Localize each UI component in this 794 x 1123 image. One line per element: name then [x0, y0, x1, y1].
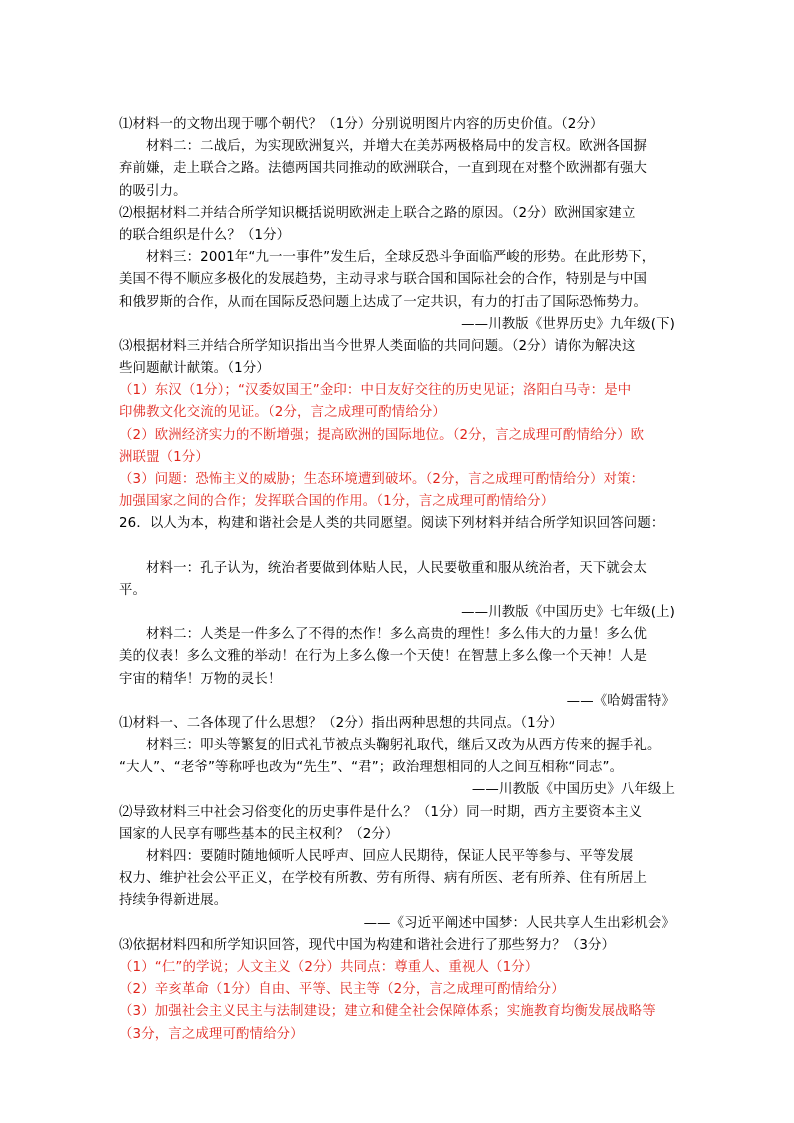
material-n4-line-2: 权力、维护社会公平正义，在学校有所教、劳有所得、病有所医、老有所养、住有所居上 — [119, 871, 648, 887]
question-25-1: ⑴材料一的文物出现于哪个朝代？（1分）分别说明图片内容的历史价值。（2分） — [119, 117, 604, 132]
material-3-source: ——川教版《世界历史》九年级(下) — [461, 316, 675, 332]
material-n1-line-1: 材料一：孔子认为，统治者要做到体贴人民，人民要敬重和服从统治者，天下就会太 — [146, 560, 648, 576]
material-2-line-1: 材料二：二战后，为实现欧洲复兴，并增大在美苏两极格局中的发言权。欧洲各国摒 — [146, 139, 648, 155]
question-26-3: ⑶依据材料四和所学知识回答，现代中国为构建和谐社会进行了那些努力？（3分） — [119, 937, 616, 953]
answer-25-1-line-1: （1）东汉（1分）；“汉委奴国王”金印：中日友好交往的历史见证；洛阳白马寺：是中 — [119, 383, 632, 399]
question-25-2-line-2: 的联合组织是什么？（1分） — [119, 227, 291, 243]
material-n2-source: ——《哈姆雷特》 — [566, 693, 675, 709]
material-2-line-3: 的吸引力。 — [119, 183, 187, 199]
answer-26-1: （1）“仁”的学说；人文主义（2分）共同点：尊重人、重视人（1分） — [119, 959, 539, 975]
material-n3-line-2: “大人”、“老爷”等称呼也改为“先生”、“君”；政治理想相同的人之间互相称“同志”。 — [119, 760, 624, 776]
material-n4-line-1: 材料四：要随时随地倾听人民呼声、回应人民期待，保证人民平等参与、平等发展 — [146, 849, 634, 864]
answer-25-2-line-2: 洲联盟（1分） — [119, 449, 209, 465]
answer-26-2: （2）辛亥革命（1分）自由、平等、民主等（2分，言之成理可酌情给分） — [119, 982, 565, 998]
material-n2-line-1: 材料二：人类是一件多么了不得的杰作！多么高贵的理性！多么伟大的力量！多么优 — [146, 627, 648, 643]
material-n4-line-3: 持续争得新进展。 — [119, 893, 228, 909]
question-26-intro: 26．以人为本，构建和谐社会是人类的共同愿望。阅读下列材料并结合所学知识回答问题： — [119, 516, 665, 532]
material-n1-source: ——川教版《中国历史》七年级(上) — [461, 604, 675, 620]
answer-25-2-line-1: （2）欧洲经济实力的不断增强；提高欧洲的国际地位。（2分，言之成理可酌情给分）欧 — [119, 427, 645, 443]
answer-26-3-line-2: （3分，言之成理可酌情给分） — [119, 1026, 304, 1042]
answer-25-1-line-2: 印佛教文化交流的见证。（2分，言之成理可酌情给分） — [119, 405, 446, 421]
question-26-2-line-1: ⑵导致材料三中社会习俗变化的历史事件是什么？（1分）同一时期，西方主要资本主义 — [119, 804, 643, 820]
document-page — [119, 114, 675, 1046]
material-n3-line-1: 材料三：叩头等繁复的旧式礼节被点头鞠躬礼取代，继后又改为从西方传来的握手礼。 — [146, 738, 661, 754]
question-25-2-line-1: ⑵根据材料二并结合所学知识概括说明欧洲走上联合之路的原因。（2分）欧洲国家建立 — [119, 205, 636, 221]
material-n1-line-2: 平。 — [119, 582, 147, 598]
answer-25-3-line-1: （3）问题：恐怖主义的威胁；生态环境遭到破坏。（2分，言之成理可酌情给分）对策： — [119, 472, 645, 487]
question-25-3-line-2: 些问题献计献策。（1分） — [119, 361, 270, 377]
answer-26-3-line-1: （3）加强社会主义民主与法制建设；建立和健全社会保障体系；实施教育均衡发展战略等 — [119, 1004, 656, 1020]
material-3-line-1: 材料三：2001年“九一一事件”发生后，全球反恐斗争面临严峻的形势。在此形势下， — [146, 250, 656, 266]
material-n4-source: ——《习近平阐述中国梦：人民共享人生出彩机会》 — [363, 915, 675, 931]
material-3-line-3: 和俄罗斯的合作，从而在国际反恐问题上达成了一定共识，有力的打击了国际恐怖势力。 — [119, 294, 648, 310]
material-n3-source: ——川教版《中国历史》八年级上 — [471, 782, 675, 798]
material-n2-line-3: 宇宙的精华！万物的灵长！ — [119, 671, 282, 687]
material-n2-line-2: 美的仪表！多么文雅的举动！在行为上多么像一个天使！在智慧上多么像一个天神！人是 — [119, 649, 648, 665]
answer-25-3-line-2: 加强国家之间的合作；发挥联合国的作用。（1分，言之成理可酌情给分） — [119, 494, 555, 510]
question-26-2-line-2: 国家的人民享有哪些基本的民主权利？（2分） — [119, 826, 399, 842]
material-2-line-2: 弃前嫌，走上联合之路。法德两国共同推动的欧洲联合，一直到现在对整个欧洲都有强大 — [119, 161, 648, 177]
question-26-1: ⑴材料一、二各体现了什么思想？（2分）指出两种思想的共同点。（1分） — [119, 715, 563, 731]
question-25-3-line-1: ⑶根据材料三并结合所学知识指出当今世界人类面临的共同问题。（2分）请你为解决这 — [119, 338, 636, 354]
material-3-line-2: 美国不得不顺应多极化的发展趋势，主动寻求与联合国和国际社会的合作，特别是与中国 — [119, 272, 648, 288]
blank-line — [119, 536, 675, 558]
